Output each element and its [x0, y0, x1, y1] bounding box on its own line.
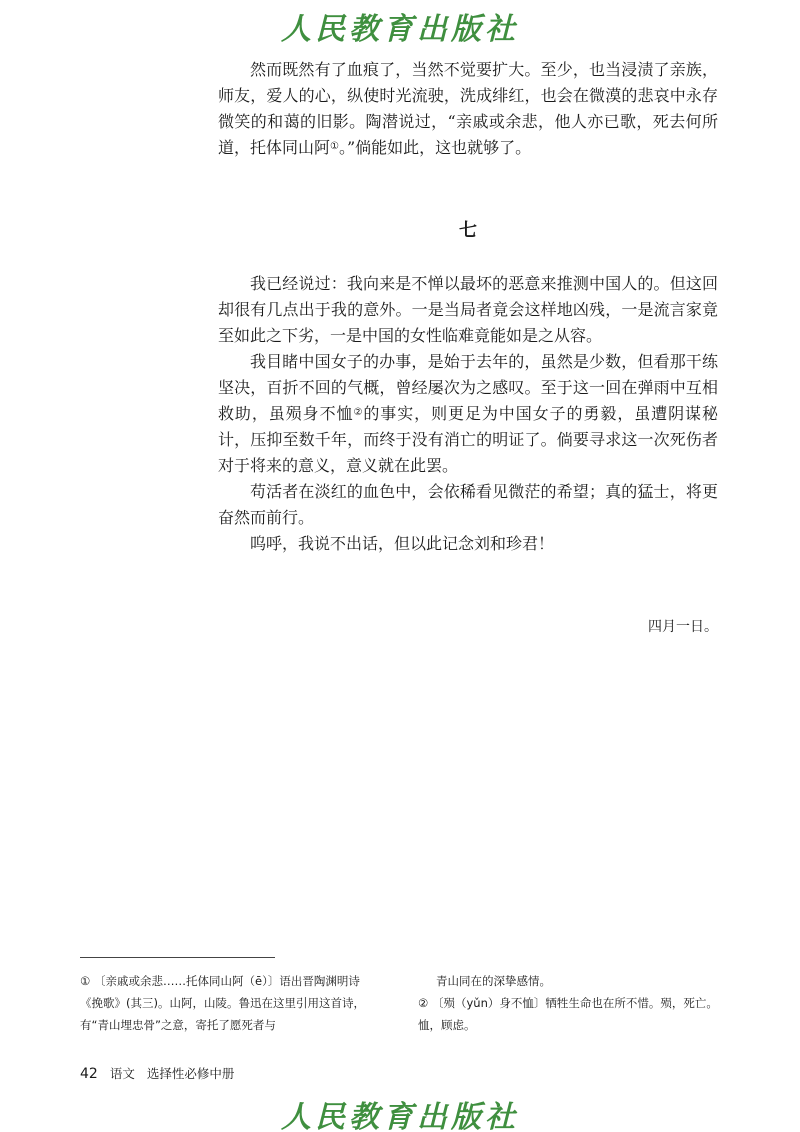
footnote-text: 〔殒（yǔn）身不恤〕牺牲生命也在所不惜。殒，死亡。恤，顾虑。 [418, 996, 718, 1032]
footnote-text: 青山同在的深挚感情。 [436, 974, 551, 988]
footnote-column-right [418, 970, 720, 1036]
subject-name: 语文 [109, 1066, 135, 1081]
footnote-2 [418, 992, 720, 1036]
footnote-ref-1[interactable]: ① [330, 141, 339, 152]
book-name: 选择性必修中册 [146, 1066, 235, 1081]
footnote-1 [80, 970, 380, 1036]
paragraph [218, 349, 718, 479]
page-number: 42 [80, 1066, 98, 1082]
paragraph-text: 然而既然有了血痕了，当然不觉要扩大。至少，也当浸渍了亲族，师友，爱人的心，纵使时光流驶，洗成绯红，也会在微漠的悲哀中永存微笑的和蔼的旧影。陶潜说过，“亲戚或余悲，他人亦已歌，死去何所道，托体同山阿 [218, 60, 718, 157]
publisher-logo-top: 人民教育出版社 [281, 12, 519, 47]
footnote-1-continuation [418, 970, 720, 992]
footnote-text: 〔亲戚或余悲……托体同山阿（ē）〕语出晋陶渊明诗《挽歌》(其三)。山阿，山陵。鲁迅在这里引用这首诗，有“青山埋忠骨”之意，寄托了愿死者与 [80, 974, 365, 1032]
paragraph: 我已经说过：我向来是不惮以最坏的恶意来推测中国人的。但这回却很有几点出于我的意外。一是当局者竟会这样地凶残，一是流言家竟至如此之下劣，一是中国的女性临难竟能如是之从容。 [218, 274, 718, 345]
section-heading: 七 [459, 220, 477, 241]
body-text-block-2 [218, 271, 718, 557]
paragraph: 呜呼，我说不出话，但以此记念刘和珍君！ [250, 534, 555, 553]
publisher-logo-bottom: 人民教育出版社 [281, 1100, 519, 1132]
footnote-number: ① [80, 974, 91, 988]
paragraph-text: 。”倘能如此，这也就够了。 [338, 138, 532, 157]
footnote-divider [80, 957, 275, 958]
footnote-ref-2[interactable]: ② [353, 407, 364, 418]
footnote-number: ② [418, 996, 429, 1010]
paragraph: 苟活者在淡红的血色中，会依稀看见微茫的希望；真的猛士，将更奋然而前行。 [218, 482, 718, 527]
paragraph-text: 我目睹中国女子的办事，是始于去年的，虽然是少数，但看那干练坚决，百折不回的气概，曾经屡次为之感叹。至于这一回在弹雨中互相救助，虽殒身不恤 [218, 352, 718, 423]
page-footer [80, 1064, 234, 1082]
paragraph [218, 57, 718, 161]
footnote-column-left [80, 970, 380, 1036]
paragraph-text: 的事实，则更足为中国女子的勇毅，虽遭阴谋秘计，压抑至数千年，而终于没有消亡的明证了。倘要寻求这一次死伤者对于将来的意义，意义就在此罢。 [218, 404, 718, 475]
date-line: 四月一日。 [648, 619, 718, 635]
body-text-block-1 [218, 57, 718, 161]
